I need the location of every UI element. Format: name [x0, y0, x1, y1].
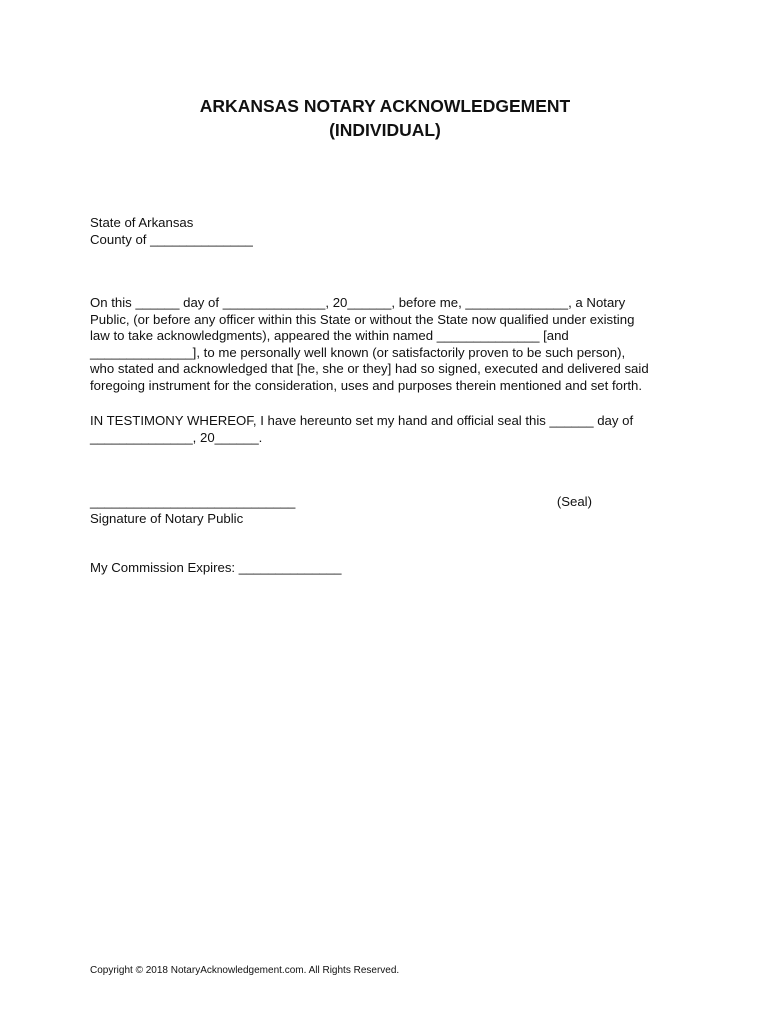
- testimony-line-2: ______________, 20______.: [90, 429, 263, 445]
- acknowledgment-line-4: ______________], to me personally well known (or satisfactorily proven to be such person),: [90, 344, 626, 360]
- venue-block: [90, 215, 690, 248]
- signature-line: ____________________________: [90, 494, 296, 509]
- signature-label-block: [90, 511, 690, 528]
- state-line: State of Arkansas: [90, 215, 194, 230]
- seal-label: (Seal): [556, 494, 592, 509]
- document-title: [0, 94, 770, 142]
- title-line-2: (INDIVIDUAL): [329, 120, 441, 140]
- acknowledgment-line-6: foregoing instrument for the consideration, uses and purposes therein mentioned and set forth.: [90, 377, 643, 393]
- signature-label: Signature of Notary Public: [90, 511, 244, 526]
- acknowledgment-line-1: On this ______ day of ______________, 20______, before me, ______________, a Notary: [90, 295, 626, 310]
- testimony-paragraph: [90, 413, 690, 446]
- acknowledgment-line-3: law to take acknowledgments), appeared the within named ______________ [and: [90, 328, 569, 343]
- acknowledgment-line-5: who stated and acknowledged that [he, she or they] had so signed, executed and delivered said: [90, 361, 649, 376]
- acknowledgment-line-2: Public, (or before any officer within this State or without the State now qualified under existing: [90, 311, 635, 327]
- copyright-footer: Copyright © 2018 NotaryAcknowledgement.com. All Rights Reserved.: [90, 965, 400, 976]
- signature-row: [90, 494, 594, 511]
- testimony-line-1: IN TESTIMONY WHEREOF, I have hereunto set my hand and official seal this ______ day of: [90, 413, 634, 428]
- county-line: County of ______________: [90, 231, 253, 247]
- title-line-1: ARKANSAS NOTARY ACKNOWLEDGEMENT: [199, 96, 571, 116]
- acknowledgment-paragraph: [90, 295, 690, 394]
- commission-block: [90, 560, 690, 577]
- commission-expires-line: My Commission Expires: ______________: [90, 560, 342, 575]
